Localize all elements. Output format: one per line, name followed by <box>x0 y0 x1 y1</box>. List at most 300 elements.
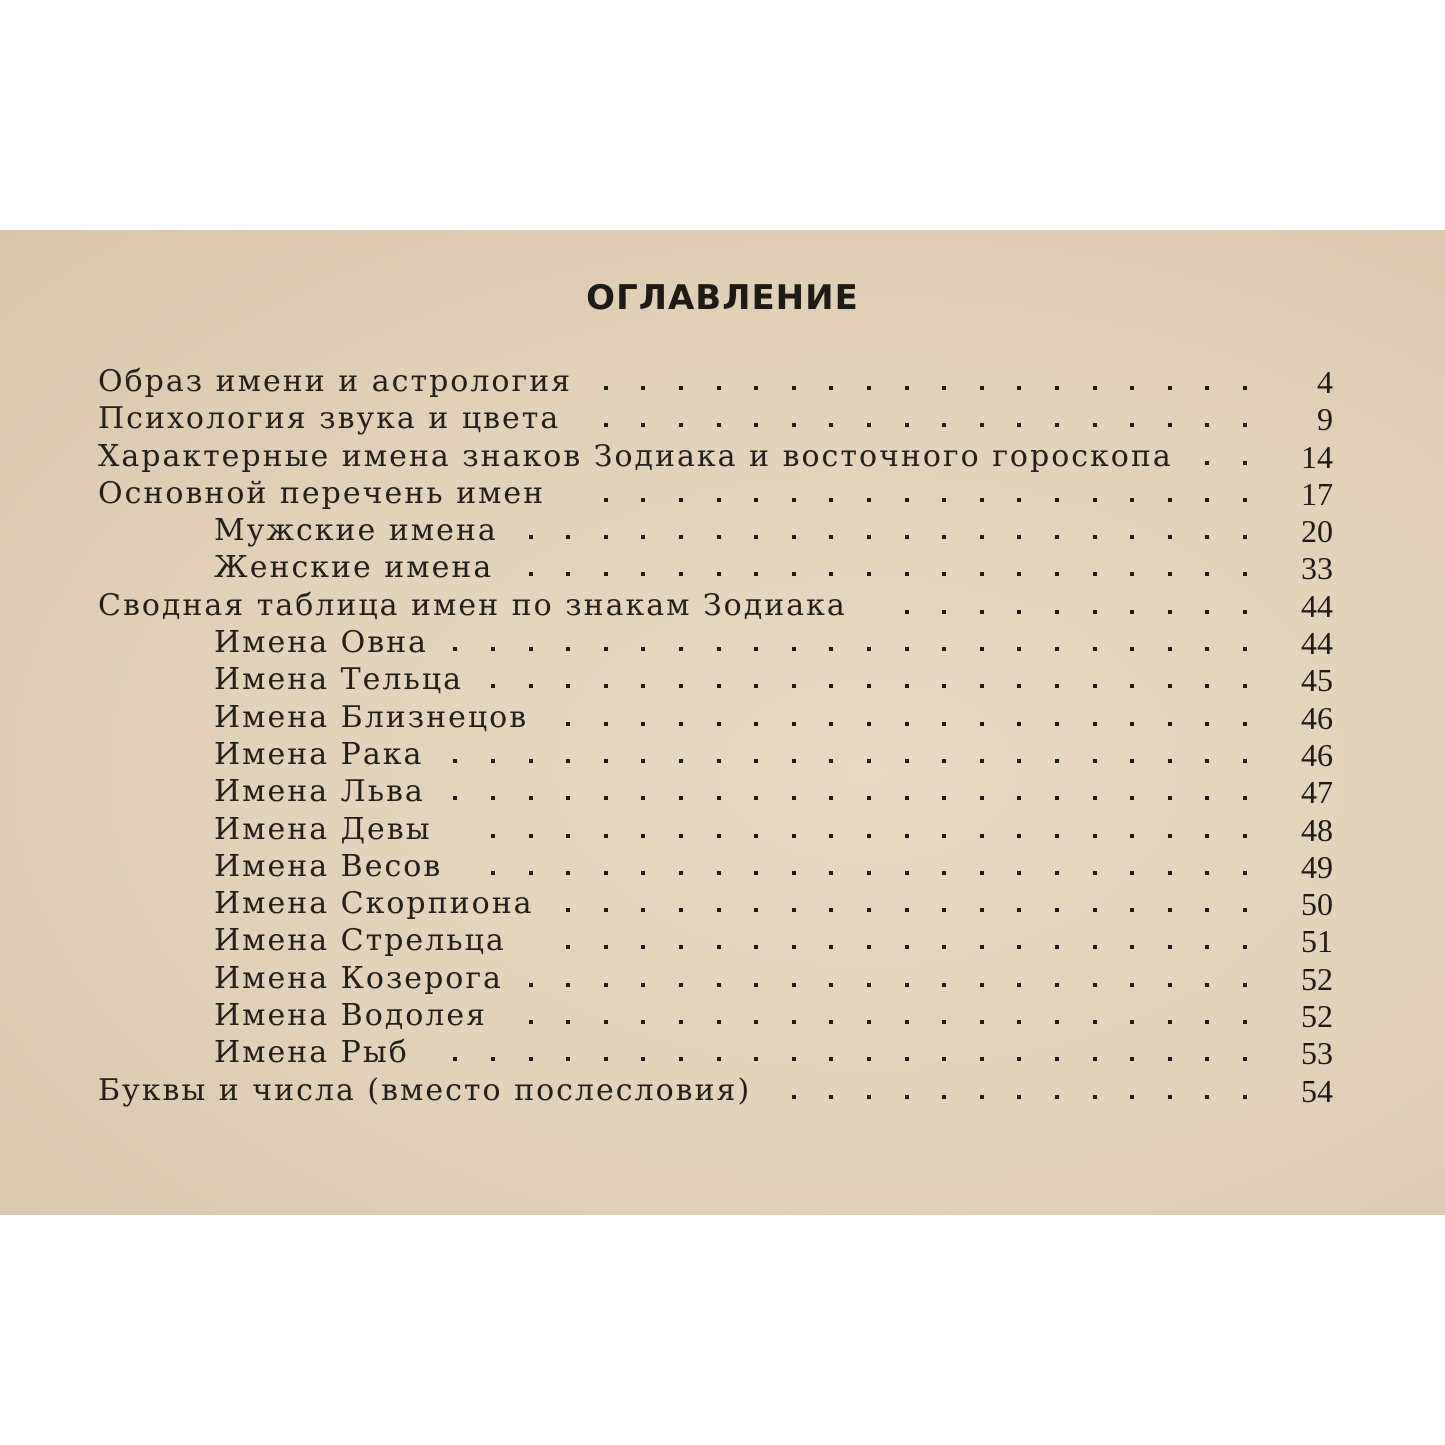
leader-dot <box>792 722 796 726</box>
leader-dot <box>1055 498 1059 502</box>
toc-entry-label: Женские имена <box>214 550 494 586</box>
leader-dot <box>679 1057 683 1061</box>
leader-dot <box>604 386 608 390</box>
leader-dot <box>604 722 608 726</box>
leader-dot <box>717 945 721 949</box>
toc-entry-page: 20 <box>1301 513 1333 550</box>
leader-dot <box>792 834 796 838</box>
leader-dot <box>942 535 946 539</box>
leader-dot <box>566 945 570 949</box>
leader-dot <box>1130 572 1134 576</box>
leader-dot <box>829 572 833 576</box>
leader-dot <box>905 722 909 726</box>
leader-dot <box>679 983 683 987</box>
leader-dot <box>641 386 645 390</box>
leader-dot <box>679 834 683 838</box>
leader-dot <box>641 908 645 912</box>
leader-dot <box>905 498 909 502</box>
leader-dot <box>604 684 608 688</box>
leader-dot <box>1130 871 1134 875</box>
leader-dot <box>1093 1095 1097 1099</box>
leader-dot <box>679 1020 683 1024</box>
toc-entry <box>98 401 1333 438</box>
leader-dot <box>717 647 721 651</box>
leader-dot <box>717 423 721 427</box>
leader-dot <box>867 498 871 502</box>
leader-dot <box>1243 386 1247 390</box>
leader-dot <box>566 834 570 838</box>
toc-subentry <box>98 849 1333 886</box>
leader-dot <box>453 647 457 651</box>
leader-dot <box>1017 386 1021 390</box>
leader-dot <box>1168 386 1172 390</box>
leader-dot <box>491 684 495 688</box>
leader-dot <box>1168 722 1172 726</box>
leader-dot <box>1243 572 1247 576</box>
leader-dot <box>1243 535 1247 539</box>
leader-dot <box>754 722 758 726</box>
leader-dot <box>829 796 833 800</box>
leader-dot <box>1017 684 1021 688</box>
leader-dot <box>717 1020 721 1024</box>
leader-dot <box>867 1095 871 1099</box>
leader-dot <box>980 610 984 614</box>
leader-dot <box>529 834 533 838</box>
leader-dot <box>641 1057 645 1061</box>
leader-dot <box>529 871 533 875</box>
leader-dot <box>1130 759 1134 763</box>
leader-dot <box>1093 1057 1097 1061</box>
leader-dot <box>1243 610 1247 614</box>
toc-entry-page: 4 <box>1317 364 1333 400</box>
leader-dot <box>942 1020 946 1024</box>
leader-dot <box>717 1057 721 1061</box>
toc-entry-label: Сводная таблица имен по знакам Зодиака <box>98 587 847 623</box>
leader-dot <box>604 983 608 987</box>
leader-dot <box>1168 983 1172 987</box>
leader-dot <box>980 759 984 763</box>
leader-dot <box>1243 796 1247 800</box>
leader-dot <box>1055 908 1059 912</box>
leader-dot <box>491 759 495 763</box>
leader-dot <box>1243 461 1247 465</box>
leader-dot <box>1243 759 1247 763</box>
leader-dot <box>529 647 533 651</box>
leader-dot <box>491 647 495 651</box>
leader-dot <box>1093 945 1097 949</box>
leader-dot <box>1130 983 1134 987</box>
leader-dot <box>641 983 645 987</box>
leader-dot <box>754 796 758 800</box>
leader-dot <box>1205 386 1209 390</box>
toc-entry-page: 44 <box>1301 587 1333 624</box>
leader-dot <box>1055 535 1059 539</box>
leader-dot <box>604 908 608 912</box>
leader-dot <box>792 871 796 875</box>
leader-dot <box>641 1020 645 1024</box>
leader-dot <box>1017 1057 1021 1061</box>
leader-dot <box>1093 647 1097 651</box>
leader-dot <box>867 647 871 651</box>
page-title: ОГЛАВЛЕНИЕ <box>586 278 859 318</box>
toc-entry-label: Основной перечень имен <box>98 475 546 511</box>
leader-dot <box>754 1057 758 1061</box>
leader-dot <box>829 423 833 427</box>
leader-dot <box>679 386 683 390</box>
leader-dot <box>792 983 796 987</box>
toc-entry-page: 49 <box>1301 848 1333 885</box>
leader-dot <box>1017 834 1021 838</box>
leader-dot <box>1205 647 1209 651</box>
leader-dot <box>829 945 833 949</box>
leader-dot <box>1205 796 1209 800</box>
leader-dot <box>529 1020 533 1024</box>
leader-dot <box>529 1057 533 1061</box>
leader-dot <box>1168 610 1172 614</box>
leader-dot <box>566 871 570 875</box>
leader-dot <box>1243 1057 1247 1061</box>
leader-dot <box>905 684 909 688</box>
leader-dot <box>1243 1095 1247 1099</box>
leader-dot <box>604 423 608 427</box>
toc-subentry <box>98 886 1333 923</box>
leader-dot <box>829 535 833 539</box>
leader-dot <box>1243 647 1247 651</box>
leader-dot <box>1055 796 1059 800</box>
leader-dot <box>754 983 758 987</box>
leader-dot <box>491 796 495 800</box>
leader-dot <box>905 945 909 949</box>
leader-dot <box>1130 610 1134 614</box>
leader-dot <box>754 834 758 838</box>
leader-dot <box>679 908 683 912</box>
leader-dot <box>867 1020 871 1024</box>
leader-dot <box>1130 796 1134 800</box>
toc-entry <box>98 588 1333 625</box>
leader-dot <box>1130 1057 1134 1061</box>
leader-dot <box>1205 908 1209 912</box>
leader-dot <box>867 834 871 838</box>
leader-dot <box>1093 386 1097 390</box>
leader-dot <box>942 722 946 726</box>
leader-dot <box>1093 796 1097 800</box>
leader-dot <box>1168 498 1172 502</box>
leader-dot <box>717 386 721 390</box>
leader-dot <box>566 572 570 576</box>
leader-dot <box>566 908 570 912</box>
leader-dot <box>529 572 533 576</box>
leader-dot <box>491 834 495 838</box>
leader-dot <box>566 1057 570 1061</box>
leader-dot <box>792 908 796 912</box>
leader-dot <box>1205 572 1209 576</box>
leader-dot <box>1205 871 1209 875</box>
leader-dot <box>1243 871 1247 875</box>
toc-subentry <box>98 998 1333 1035</box>
toc-entry-label: Имена Водолея <box>214 998 488 1034</box>
leader-dot <box>867 535 871 539</box>
leader-dot <box>1093 610 1097 614</box>
leader-dot <box>1243 684 1247 688</box>
leader-dot <box>792 386 796 390</box>
leader-dot <box>1168 945 1172 949</box>
leader-dot <box>1205 834 1209 838</box>
leader-dot <box>641 759 645 763</box>
leader-dot <box>1017 535 1021 539</box>
toc-entry-page: 50 <box>1301 886 1333 923</box>
toc-entry-label: Мужские имена <box>214 513 498 549</box>
leader-dot <box>679 871 683 875</box>
leader-dot <box>905 908 909 912</box>
leader-dot <box>980 983 984 987</box>
leader-dot <box>1243 983 1247 987</box>
toc-entry-label: Имена Скорпиона <box>214 886 534 922</box>
leader-dot <box>905 796 909 800</box>
leader-dot <box>867 871 871 875</box>
leader-dot <box>679 572 683 576</box>
leader-dot <box>867 572 871 576</box>
toc-entry-label: Имена Весов <box>214 848 443 884</box>
leader-dot <box>1168 1020 1172 1024</box>
leader-dot <box>717 572 721 576</box>
leader-dot <box>754 535 758 539</box>
leader-dot <box>1055 722 1059 726</box>
leader-dot <box>717 796 721 800</box>
leader-dot <box>867 908 871 912</box>
leader-dot <box>604 572 608 576</box>
leader-dot <box>717 871 721 875</box>
toc-entry-label: Имена Рака <box>214 736 424 772</box>
leader-dot <box>754 498 758 502</box>
leader-dot <box>1168 1095 1172 1099</box>
toc-subentry <box>98 961 1333 998</box>
leader-dot <box>1130 535 1134 539</box>
leader-dot <box>1243 908 1247 912</box>
leader-dot <box>1093 759 1097 763</box>
toc-entry-label: Характерные имена знаков Зодиака и восточного гороскопа <box>98 438 1173 474</box>
leader-dot <box>792 572 796 576</box>
toc-entry-page: 51 <box>1301 923 1333 960</box>
leader-dot <box>1168 1057 1172 1061</box>
leader-dot <box>942 796 946 800</box>
leader-dot <box>1205 461 1209 465</box>
leader-dot <box>980 535 984 539</box>
leader-dot <box>905 386 909 390</box>
leader-dot <box>1055 1057 1059 1061</box>
leader-dot <box>980 498 984 502</box>
leader-dot <box>604 535 608 539</box>
leader-dot <box>792 1057 796 1061</box>
leader-dot <box>829 834 833 838</box>
leader-dot <box>1017 610 1021 614</box>
leader-dot <box>1055 684 1059 688</box>
leader-dot <box>867 684 871 688</box>
leader-dot <box>529 796 533 800</box>
leader-dot <box>1205 423 1209 427</box>
leader-dot <box>641 498 645 502</box>
leader-dot <box>1017 647 1021 651</box>
leader-dot <box>1055 834 1059 838</box>
leader-dot <box>1093 423 1097 427</box>
toc-entry-label: Имена Овна <box>214 625 429 661</box>
leader-dot <box>1130 722 1134 726</box>
leader-dot <box>980 386 984 390</box>
leader-dot <box>1168 535 1172 539</box>
leader-dot <box>829 722 833 726</box>
leader-dot <box>942 610 946 614</box>
leader-dot <box>754 759 758 763</box>
toc-entry-page: 44 <box>1301 625 1333 662</box>
table-of-contents <box>98 364 1333 1110</box>
leader-dot <box>1130 423 1134 427</box>
leader-dot <box>980 871 984 875</box>
leader-dot <box>641 535 645 539</box>
leader-dot <box>1168 908 1172 912</box>
leader-dot <box>1130 834 1134 838</box>
leader-dot <box>867 722 871 726</box>
toc-entry-page: 46 <box>1301 736 1333 773</box>
leader-dot <box>1017 796 1021 800</box>
leader-dot <box>905 1095 909 1099</box>
toc-subentry <box>98 737 1333 774</box>
toc-entry-page: 47 <box>1301 774 1333 811</box>
toc-entry-label: Имена Льва <box>214 774 425 810</box>
leader-dot <box>566 535 570 539</box>
leader-dot <box>1093 498 1097 502</box>
leader-dot <box>1130 1020 1134 1024</box>
leader-dot <box>566 983 570 987</box>
toc-entry-page: 17 <box>1301 475 1333 512</box>
leader-dot <box>529 983 533 987</box>
leader-dot <box>1205 983 1209 987</box>
leader-dot <box>829 647 833 651</box>
leader-dot <box>679 423 683 427</box>
leader-dot <box>1055 423 1059 427</box>
leader-dot <box>792 684 796 688</box>
toc-entry-label: Имена Стрельца <box>214 923 506 959</box>
leader-dot <box>604 834 608 838</box>
toc-entry-page: 52 <box>1301 960 1333 997</box>
leader-dot <box>1168 834 1172 838</box>
leader-dot <box>1243 1020 1247 1024</box>
leader-dot <box>792 1095 796 1099</box>
leader-dot <box>829 1057 833 1061</box>
toc-entry-page: 54 <box>1301 1072 1333 1109</box>
leader-dot <box>1055 1095 1059 1099</box>
leader-dot <box>491 871 495 875</box>
leader-dot <box>717 908 721 912</box>
leader-dot <box>867 796 871 800</box>
leader-dot <box>867 945 871 949</box>
leader-dot <box>754 908 758 912</box>
leader-dot <box>754 572 758 576</box>
toc-subentry <box>98 774 1333 811</box>
leader-dot <box>604 498 608 502</box>
toc-entry-label: Имена Тельца <box>214 662 463 698</box>
leader-dot <box>1130 386 1134 390</box>
leader-dot <box>1168 647 1172 651</box>
leader-dot <box>942 1095 946 1099</box>
leader-dot <box>942 908 946 912</box>
leader-dot <box>792 498 796 502</box>
leader-dot <box>1205 498 1209 502</box>
leader-dot <box>1017 945 1021 949</box>
leader-dot <box>980 796 984 800</box>
leader-dot <box>1205 684 1209 688</box>
leader-dot <box>529 684 533 688</box>
leader-dot <box>679 945 683 949</box>
leader-dot <box>980 1095 984 1099</box>
leader-dot <box>980 423 984 427</box>
leader-dot <box>905 647 909 651</box>
leader-dot <box>980 722 984 726</box>
leader-dot <box>905 759 909 763</box>
leader-dot <box>1168 684 1172 688</box>
leader-dot <box>604 759 608 763</box>
leader-dot <box>679 759 683 763</box>
leader-dot <box>829 983 833 987</box>
leader-dot <box>641 871 645 875</box>
leader-dot <box>829 759 833 763</box>
toc-entry-label: Имена Рыб <box>214 1035 409 1071</box>
leader-dot <box>867 983 871 987</box>
toc-entry-page: 52 <box>1301 998 1333 1035</box>
leader-dot <box>566 647 570 651</box>
leader-dot <box>1130 1095 1134 1099</box>
leader-dot <box>1205 759 1209 763</box>
leader-dot <box>1130 498 1134 502</box>
leader-dot <box>829 1095 833 1099</box>
toc-subentry <box>98 700 1333 737</box>
leader-dot <box>980 908 984 912</box>
leader-dot <box>867 423 871 427</box>
leader-dot <box>942 759 946 763</box>
toc-entry-page: 9 <box>1317 401 1333 438</box>
leader-dot <box>792 759 796 763</box>
leader-dot <box>717 983 721 987</box>
toc-subentry <box>98 513 1333 550</box>
leader-dot <box>942 498 946 502</box>
leader-dot <box>980 945 984 949</box>
leader-dot <box>453 1057 457 1061</box>
leader-dot <box>905 572 909 576</box>
leader-dot <box>1205 1057 1209 1061</box>
leader-dot <box>1130 684 1134 688</box>
leader-dot <box>604 1020 608 1024</box>
leader-dot <box>942 983 946 987</box>
leader-dot <box>942 423 946 427</box>
leader-dot <box>679 535 683 539</box>
leader-dot <box>980 572 984 576</box>
leader-dot <box>566 1020 570 1024</box>
leader-dot <box>604 945 608 949</box>
leader-dot <box>1055 1020 1059 1024</box>
leader-dot <box>1017 759 1021 763</box>
leader-dot <box>867 1057 871 1061</box>
leader-dot <box>1130 908 1134 912</box>
leader-dot <box>1205 945 1209 949</box>
leader-dot <box>905 1020 909 1024</box>
leader-dot <box>1243 722 1247 726</box>
leader-dot <box>829 684 833 688</box>
toc-subentry <box>98 662 1333 699</box>
leader-dot <box>1017 983 1021 987</box>
leader-dot <box>641 796 645 800</box>
leader-dot <box>754 871 758 875</box>
leader-dot <box>1205 1020 1209 1024</box>
leader-dot <box>641 722 645 726</box>
leader-dot <box>679 498 683 502</box>
